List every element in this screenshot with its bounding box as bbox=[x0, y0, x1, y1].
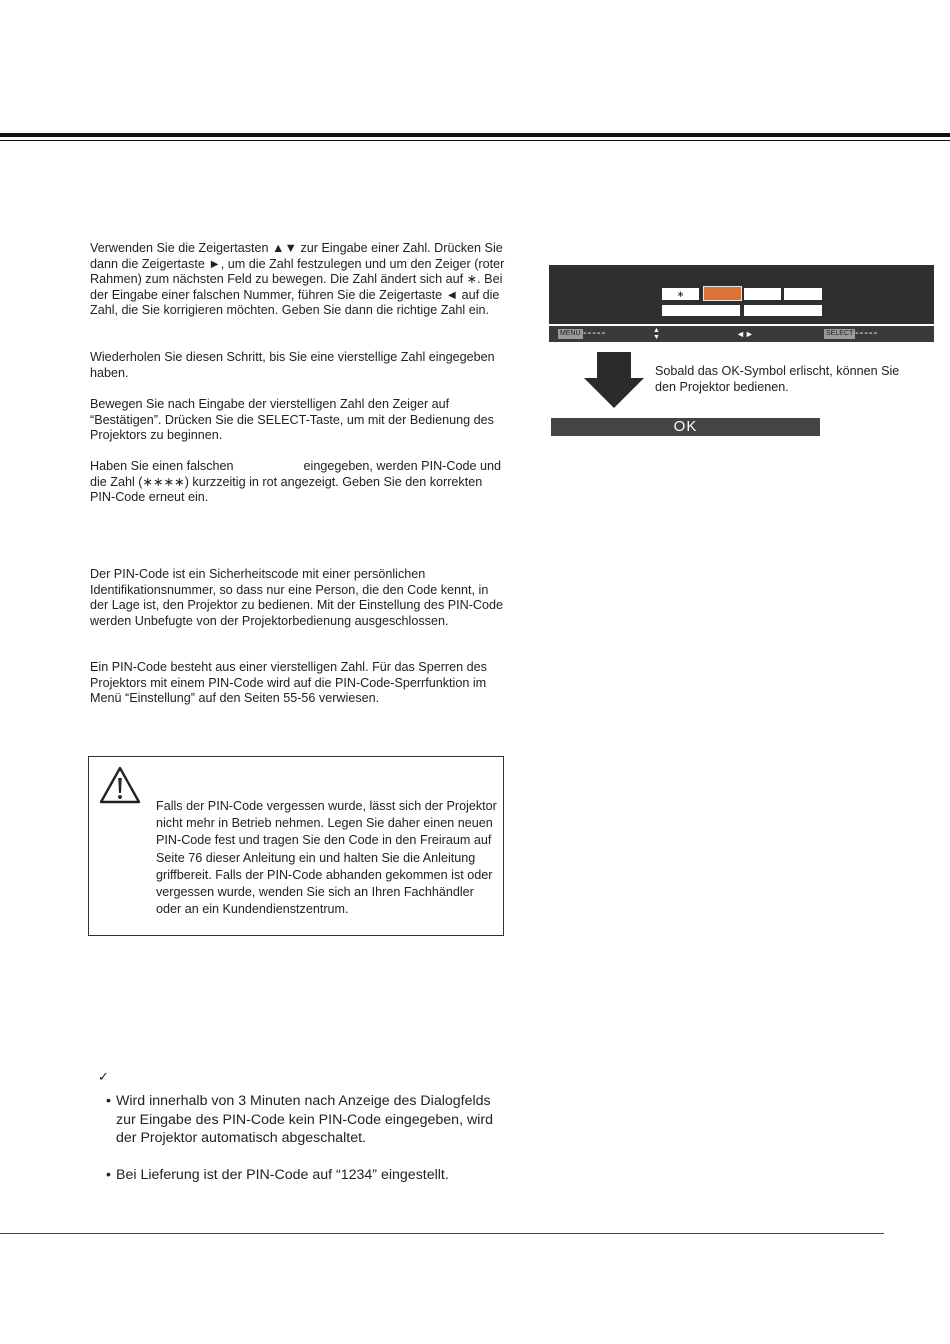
menu-key-icon: MENU bbox=[560, 330, 581, 337]
up-down-arrows-icon: ▲ ▼ bbox=[653, 327, 660, 341]
instruction-paragraph-4 bbox=[90, 459, 510, 506]
warning-text: Falls der PIN-Code vergessen wurde, lässt sich der Projektor nicht mehr in Betrieb nehmen. Legen Sie daher einen neuen PIN-Code fest und tragen Sie den Code in den Freiraum auf Seite 76 dieser Anleitung ein und halten Sie die Anleitung griffbereit. Falls der PIN-Code abhanden gekommen ist oder vergessen wurde, wenden Sie sich an Ihren Fachhändler oder an ein Kundendienstzentrum. bbox=[156, 799, 497, 917]
pin-entry-dialog bbox=[549, 265, 934, 324]
note-item-1 bbox=[106, 1092, 496, 1148]
pin-cancel-field bbox=[744, 305, 822, 316]
pin-digit-3 bbox=[744, 288, 781, 300]
bullet-icon: • bbox=[106, 1093, 111, 1109]
bullet-icon: • bbox=[106, 1167, 111, 1183]
header-rule-thin bbox=[0, 140, 950, 141]
instruction-4-end: eingegeben, werden PIN-Code und die Zahl (∗∗∗∗) kurzzeitig in rot angezeigt. Geben Sie den korrekten PIN-Code erneut ein. bbox=[90, 459, 501, 504]
instruction-paragraph-3: Bewegen Sie nach Eingabe der vierstelligen Zahl den Zeiger auf “Bestätigen”. Drücken Sie die SELECT-Taste, um mit der Bedienung des Projektors zu beginnen. bbox=[90, 397, 494, 442]
pin-digit-4 bbox=[784, 288, 822, 300]
left-right-arrows-icon: ◄► bbox=[736, 329, 754, 339]
header-rule bbox=[0, 133, 950, 137]
select-key-icon: SELECT bbox=[826, 330, 854, 337]
instruction-paragraph-2: Wiederholen Sie diesen Schritt, bis Sie eine vierstellige Zahl eingegeben haben. bbox=[90, 350, 495, 380]
note-item-1-text: Wird innerhalb von 3 Minuten nach Anzeige des Dialogfelds zur Eingabe des PIN-Code kein PIN-Code eingegeben, wird der Projektor automatisch abgeschaltet. bbox=[116, 1093, 493, 1147]
down-arrow-icon bbox=[584, 352, 644, 408]
pin-confirm-field bbox=[662, 305, 740, 316]
ok-indicator: OK bbox=[551, 418, 820, 436]
menu-key-dashes: ----- bbox=[583, 327, 607, 339]
pin-digit-1: ∗ bbox=[662, 288, 699, 300]
note-check-icon: ✓ bbox=[98, 1069, 109, 1084]
note-item-2 bbox=[106, 1166, 496, 1185]
warning-box bbox=[88, 756, 504, 936]
instruction-4-start: Haben Sie einen falschen bbox=[90, 459, 234, 473]
note-item-2-text: Bei Lieferung ist der PIN-Code auf “1234” eingestellt. bbox=[116, 1167, 449, 1183]
ok-caption: Sobald das OK-Symbol erlischt, können Sie den Projektor bedienen. bbox=[655, 364, 900, 394]
pin-info-paragraph-1: Der PIN-Code ist ein Sicherheitscode mit einer persönlichen Identifikationsnummer, so dass nur eine Person, die den Code kennt, in der Lage ist, den Projektor zu bedienen. Mit der Einstellung des PIN-Code werden Unbefugte von der Projektorbedienung ausgeschlossen. bbox=[90, 567, 504, 628]
pin-digit-2-cursor bbox=[703, 286, 742, 301]
instruction-paragraph-1: Verwenden Sie die Zeigertasten ▲▼ zur Eingabe einer Zahl. Drücken Sie dann die Zeigertaste ►, um die Zahl festzulegen und um den Zeiger (roter Rahmen) zum nächsten Feld zu bewegen. Die Zahl ändert sich auf ∗. Bei der Eingabe einer falschen Nummer, führen Sie die Zeigertaste ◄ auf die Zahl, die Sie korrigieren möchten. Geben Sie dann die richtige Zahl ein. bbox=[90, 241, 505, 317]
footer-rule bbox=[0, 1233, 884, 1234]
dialog-guide-bar bbox=[549, 326, 934, 342]
pin-info-paragraph-2: Ein PIN-Code besteht aus einer vierstelligen Zahl. Für das Sperren des Projektors mit einem PIN-Code wird auf die PIN-Code-Sperrfunktion im Menü “Einstellung” auf den Seiten 55-56 verwiesen. bbox=[90, 660, 487, 705]
warning-triangle-icon bbox=[98, 765, 142, 805]
select-key-dashes: ----- bbox=[855, 327, 879, 339]
